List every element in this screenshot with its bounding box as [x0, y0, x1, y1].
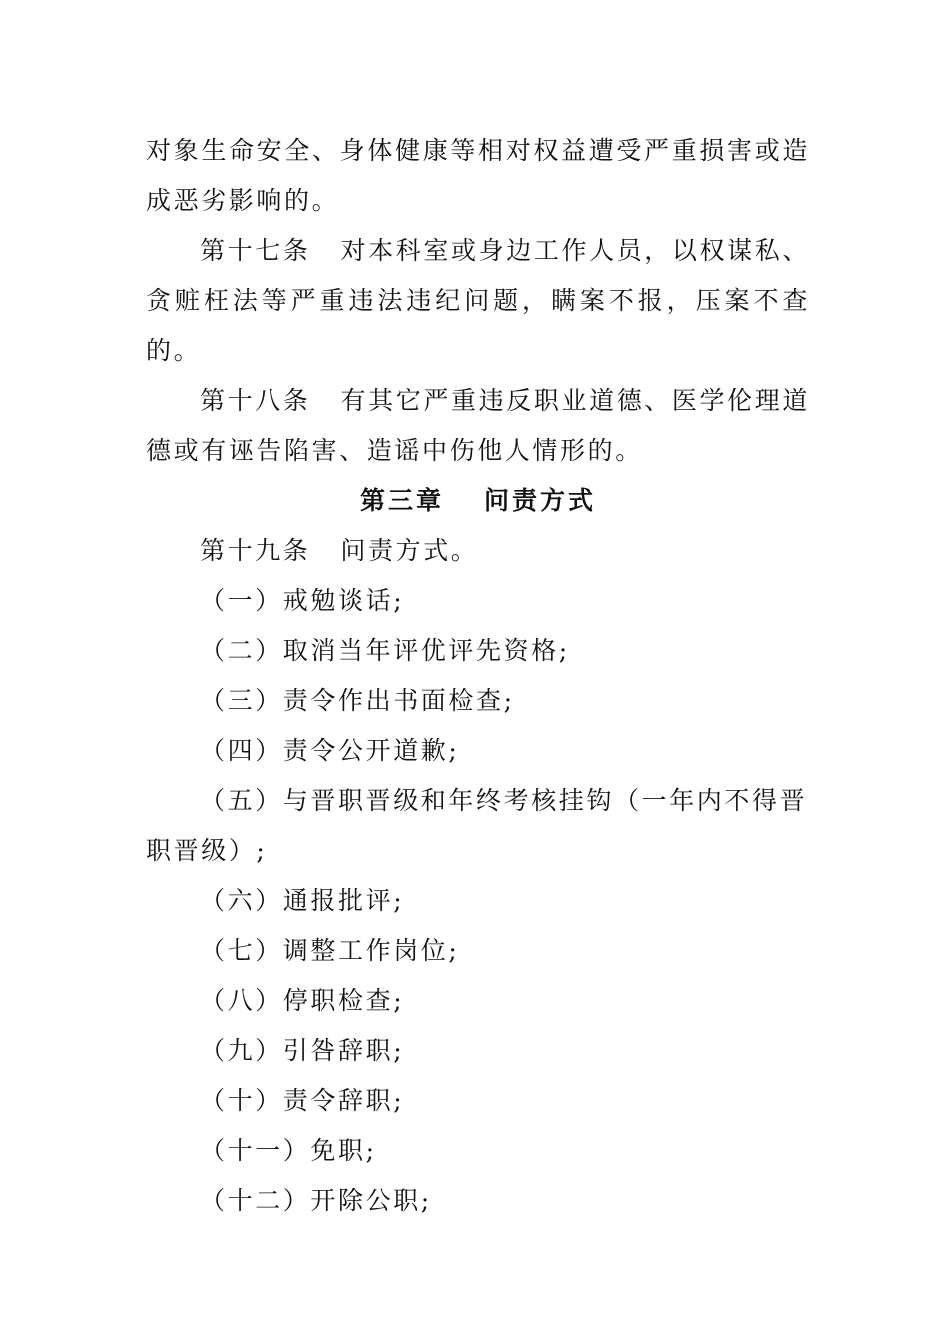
- article-19-text: 问责方式。: [340, 536, 479, 565]
- article-17-label: 第十七条: [200, 236, 311, 265]
- list-item: （四）责令公开道歉;: [200, 736, 460, 765]
- article-18-label: 第十八条: [200, 386, 311, 415]
- list-item: （八）停职检查;: [200, 986, 405, 1015]
- list-item: （二）取消当年评优评先资格;: [200, 636, 570, 665]
- list-item: （三）责令作出书面检查;: [200, 686, 515, 715]
- continued-paragraph-text: 对象生命安全、身体健康等相对权益遭受严重损害或造成恶劣影响的。: [146, 136, 810, 215]
- article-17-text: 对本科室或身边工作人员，以权谋私、贪赃枉法等严重违法违纪问题，瞒案不报，压案不查的。: [146, 236, 811, 365]
- chapter-heading: [146, 476, 810, 526]
- document-body: [146, 126, 810, 1226]
- chapter-title: 问责方式: [484, 486, 597, 515]
- list-item: （十）责令辞职;: [200, 1086, 405, 1115]
- continued-paragraph: [146, 126, 810, 226]
- article-19: [146, 526, 810, 576]
- list-item: （六）通报批评;: [200, 886, 405, 915]
- article-18-text: 有其它严重违反职业道德、医学伦理道德或有诬告陷害、造谣中伤他人情形的。: [146, 386, 811, 465]
- list-item: （九）引咎辞职;: [200, 1036, 405, 1065]
- article-18: [146, 376, 810, 476]
- list-item: （一）戒勉谈话;: [200, 586, 405, 615]
- article-19-label: 第十九条: [200, 536, 311, 565]
- list-item: （五）与晋职晋级和年终考核挂钩（一年内不得晋职晋级）;: [146, 786, 808, 865]
- list-item: （十二）开除公职;: [200, 1186, 432, 1215]
- list-item: （七）调整工作岗位;: [200, 936, 460, 965]
- chapter-number: 第三章: [359, 486, 444, 515]
- article-17: [146, 226, 810, 376]
- list-item: （十一）免职;: [200, 1136, 377, 1165]
